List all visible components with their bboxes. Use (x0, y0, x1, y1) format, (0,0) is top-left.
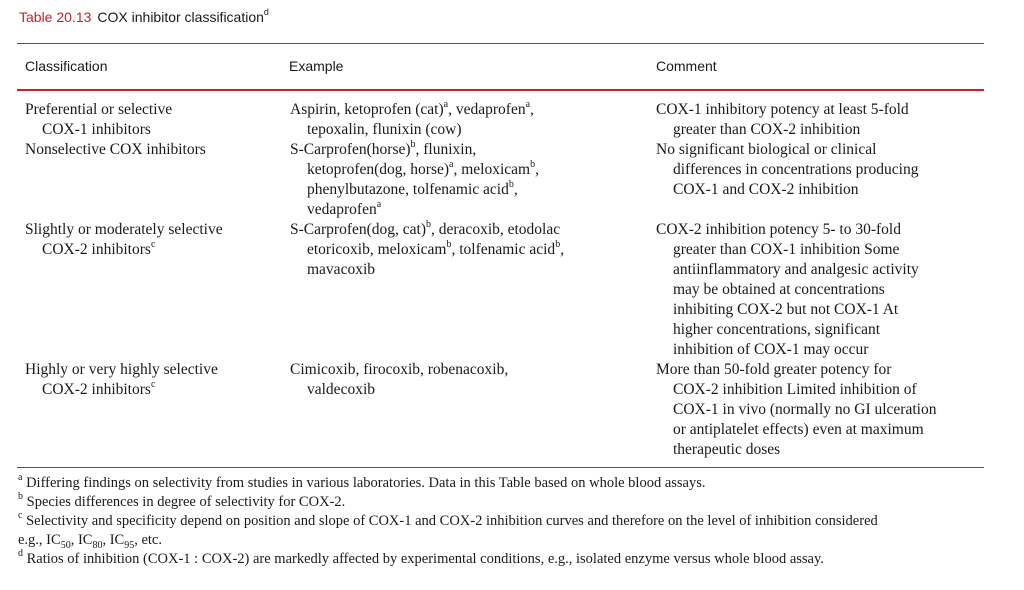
header-classification: Classification (25, 58, 108, 74)
classification-cell: Preferential or selective COX-1 inhibitors (25, 101, 173, 138)
comment-cell: More than 50-fold greater potency for COX-2 inhibition Limited inhibition of COX-1 in vivo (normally no GI ulceration or antiplatelet effects) even at maximum therapeutic doses (656, 361, 937, 458)
footnote-mark: a (449, 158, 454, 170)
footnote-mark: a (443, 98, 449, 110)
example-cell: S-Carprofen(horse)$^b$, flunixin, ketoprofen(dog, horse)$^a$, meloxicam$^b$, phenylbutazone, tolfenamic acid$^b$, vedaprofen$^a$ (290, 138, 539, 218)
footnote-mark: b (446, 238, 452, 250)
footnote-mark: b (530, 158, 536, 170)
bottom-rule (17, 467, 984, 468)
header-rule (17, 89, 984, 91)
footnote-mark: a (525, 98, 531, 110)
header-comment: Comment (656, 58, 717, 74)
footnote-mark: b (508, 178, 514, 190)
table-title-footnote-mark: d (263, 7, 269, 18)
footnote-mark: c (150, 378, 156, 390)
comment-cell: No significant biological or clinical differences in concentrations producing COX-1 and COX-2 inhibition (656, 141, 919, 198)
classification-cell: Nonselective COX inhibitors (25, 141, 206, 158)
footnote-d: $^d$ Ratios of inhibition (COX-1 : COX-2) are markedly affected by experimental conditions, e.g., isolated enzyme versus whole blood assay. (18, 548, 824, 567)
footnotes (18, 474, 1008, 569)
comment-cell: COX-2 inhibition potency 5- to 30-fold greater than COX-1 inhibition Some antiinflammatory and analgesic activity may be obtained at concentrations inhibiting COX-2 but not COX-1 At higher concentrations, significant inhibition of COX-1 may occur (656, 221, 919, 358)
footnote-mark: b (410, 138, 416, 150)
top-rule (17, 43, 984, 44)
footnote-mark: b (555, 238, 561, 250)
footnote-b: $^b$ Species differences in degree of selectivity for COX-2. (18, 491, 346, 510)
footnote-c: $^c$ Selectivity and specificity depend on position and slope of COX-1 and COX-2 inhibition curves and therefore on the level of inhibition considered (18, 510, 878, 529)
example-cell: Cimicoxib, firocoxib, robenacoxib, valdecoxib (290, 361, 509, 398)
classification-cell: Slightly or moderately selective COX-2 inhibitors$^c$ (25, 221, 223, 258)
table-caption (19, 9, 269, 25)
footnote-a: $^a$ Differing findings on selectivity from studies in various laboratories. Data in this Table based on whole blood assays. (18, 472, 706, 491)
footnote-mark: c (150, 238, 156, 250)
example-cell: Aspirin, ketoprofen (cat)$^a$, vedaprofen$^a$, tepoxalin, flunixin (cow) (290, 98, 534, 138)
table-number: Table 20.13 (19, 9, 92, 25)
footnote-c-continuation: e.g., $IC_{50}$, $IC_{80}$, $IC_{95}$, etc. (18, 532, 162, 551)
classification-cell: Highly or very highly selective COX-2 inhibitors$^c$ (25, 361, 218, 398)
footnote-mark: b (426, 218, 432, 230)
header-example: Example (289, 58, 344, 74)
footnote-mark: a (376, 198, 382, 210)
example-cell: S-Carprofen(dog, cat)$^b$, deracoxib, etodolac etoricoxib, meloxicam$^b$, tolfenamic acid$^b$, mavacoxib (290, 218, 565, 278)
table-title: COX inhibitor classification$^d$ (97, 7, 269, 25)
comment-cell: COX-1 inhibitory potency at least 5-fold greater than COX-2 inhibition (656, 101, 909, 138)
